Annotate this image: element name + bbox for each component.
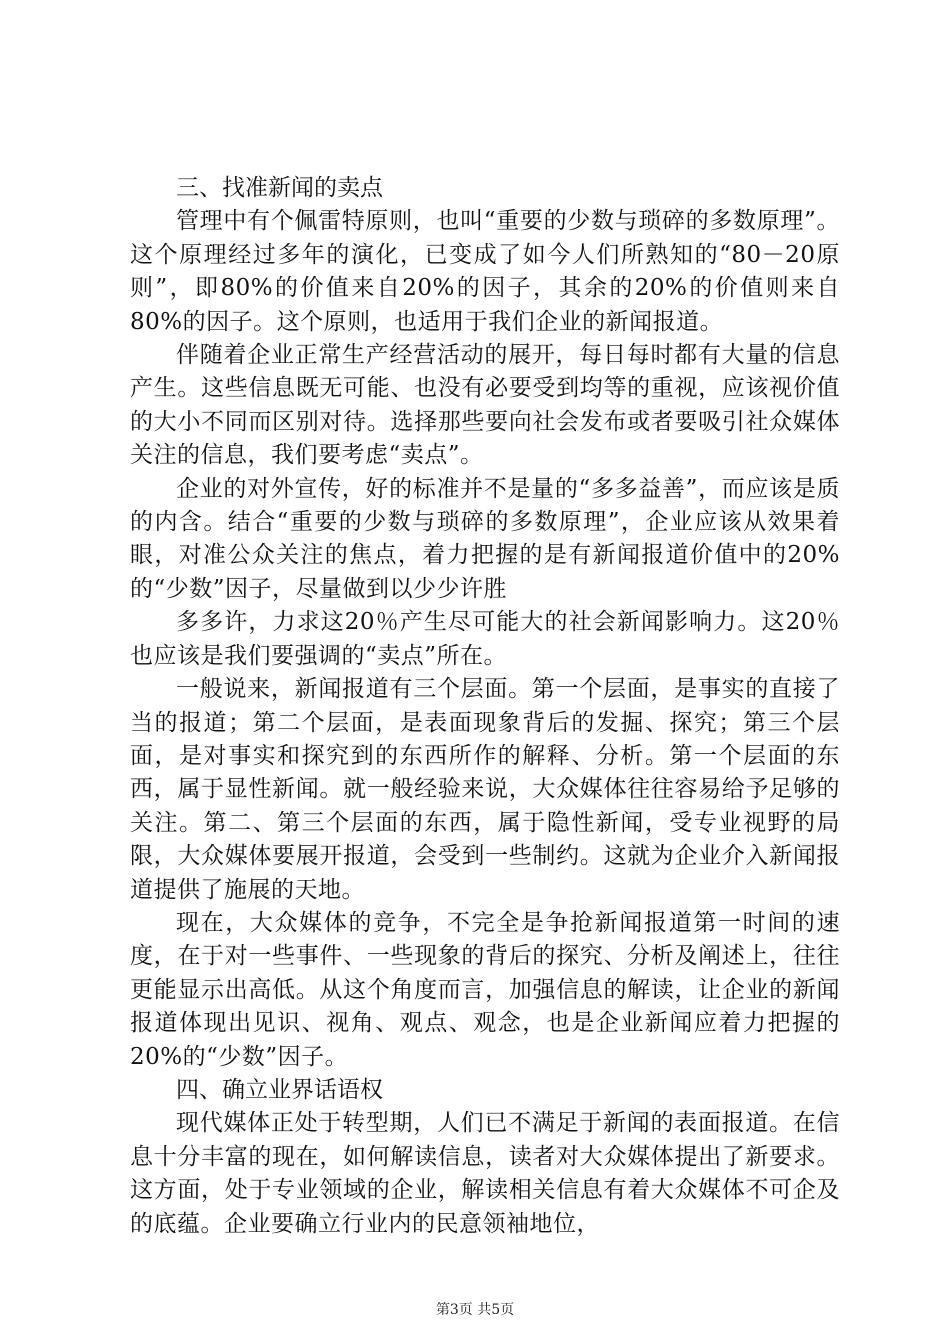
paragraph-media-competition: 现在，大众媒体的竞争，不完全是争抢新闻报道第一时间的速度，在于对一些事件、一些现象的背后的探究、分析及阐述上，往往更能显示出高低。从这个角度而言，加强信息的解读，让企业的新闻报道体现出见识、视角、观点、观念，也是企业新闻应着力把握的20%的“少数”因子。	[130, 909, 840, 1070]
paragraph-information-volume: 伴随着企业正常生产经营活动的展开，每日每时都有大量的信息产生。这些信息既无可能、也没有必要受到均等的重视，应该视价值的大小不同而区别对待。选择那些要向社会发布或者要吸引社众媒体关注的信息，我们要考虑“卖点”。	[130, 342, 840, 469]
paragraph-pareto-principle: 管理中有个佩雷特原则，也叫“重要的少数与琐碎的多数原理”。这个原理经过多年的演化，已变成了如今人们所熟知的“80－20原则”，即80%的价值来自20%的因子，其余的20%的价值则来自80%的因子。这个原则，也适用于我们企业的新闻报道。	[130, 208, 840, 335]
page-number-footer: 第3页 共5页	[435, 1302, 515, 1318]
section-heading-3: 三、找准新闻的卖点	[176, 175, 383, 201]
paragraph-external-publicity: 企业的对外宣传，好的标准并不是量的“多多益善”，而应该是质的内含。结合“重要的少数与琐碎的多数原理”，企业应该从效果着眼，对准公众关注的焦点，着力把握的是有新闻报道价值中的20%的“少数”因子，尽量做到以少少许胜	[130, 475, 840, 602]
section-heading-4: 四、确立业界话语权	[176, 1076, 383, 1103]
paragraph-three-levels: 一般说来，新闻报道有三个层面。第一个层面，是事实的直接了当的报道；第二个层面，是表面现象背后的发掘、探究；第三个层面，是对事实和探究到的东西所作的解释、分析。第一个层面的东西，属于显性新闻。就一般经验来说，大众媒体往往容易给予足够的关注。第二、第三个层面的东西，属于隐性新闻，受专业视野的局限，大众媒体要展开报道，会受到一些制约。这就为企业介入新闻报道提供了施展的天地。	[130, 676, 840, 903]
paragraph-twenty-percent: 多多许，力求这20％产生尽可能大的社会新闻影响力。这20％也应该是我们要强调的“卖点”所在。	[130, 609, 840, 669]
document-body	[130, 172, 840, 1241]
paragraph-modern-media: 现代媒体正处于转型期，人们已不满足于新闻的表面报道。在信息十分丰富的现在，如何解读信息，读者对大众媒体提出了新要求。这方面，处于专业领域的企业，解读相关信息有着大众媒体不可企及的底蕴。企业要确立行业内的民意领袖地位，	[130, 1110, 840, 1237]
